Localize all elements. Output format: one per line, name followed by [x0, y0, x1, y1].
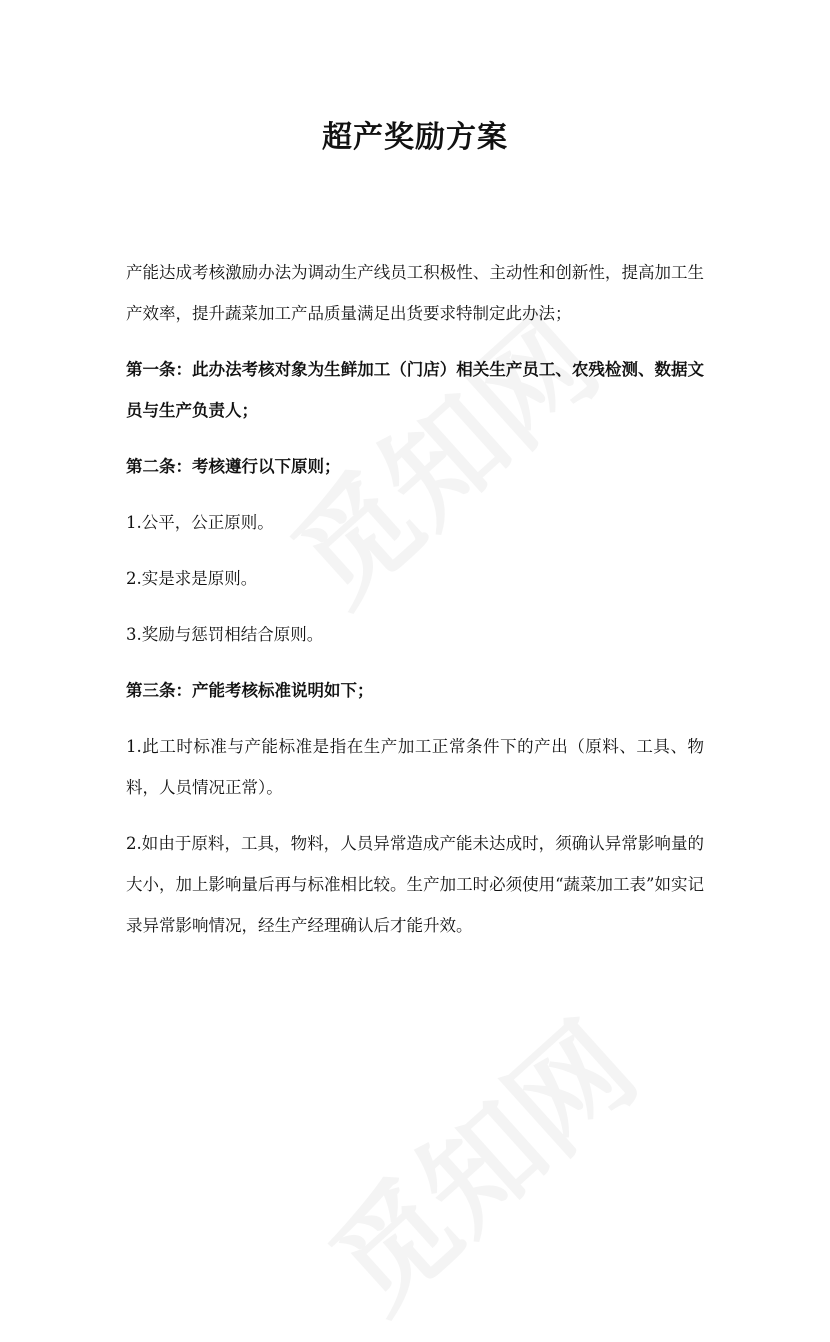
- watermark: [289, 978, 666, 1341]
- principle-item: 2.实是求是原则。: [126, 569, 258, 588]
- article-3-heading: 第三条：产能考核标准说明如下；: [126, 681, 374, 700]
- principle-item: 3.奖励与惩罚相结合原则。: [126, 625, 324, 644]
- principle-item: 1.公平，公正原则。: [126, 513, 274, 532]
- document-body: [126, 252, 704, 961]
- document-title: 超产奖励方案: [322, 120, 508, 155]
- standard-item: 2.如由于原料，工具，物料，人员异常造成产能未达成时，须确认异常影响量的大小，加上影响量后再与标准相比较。生产加工时必须使用“蔬菜加工表”如实记录异常影响情况，经生产经理确认后才能升效。: [126, 834, 704, 935]
- standard-item: 1.此工时标准与产能标准是指在生产加工正常条件下的产出（原料、工具、物料，人员情况正常）。: [126, 737, 704, 797]
- article-1-heading: 第一条：此办法考核对象为生鲜加工（门店）相关生产员工、农残检测、数据文员与生产负责人；: [126, 360, 704, 420]
- article-2-heading: 第二条：考核遵行以下原则；: [126, 457, 341, 476]
- intro-paragraph: 产能达成考核激励办法为调动生产线员工积极性、主动性和创新性，提高加工生产效率，提升蔬菜加工产品质量满足出货要求特制定此办法；: [126, 263, 704, 323]
